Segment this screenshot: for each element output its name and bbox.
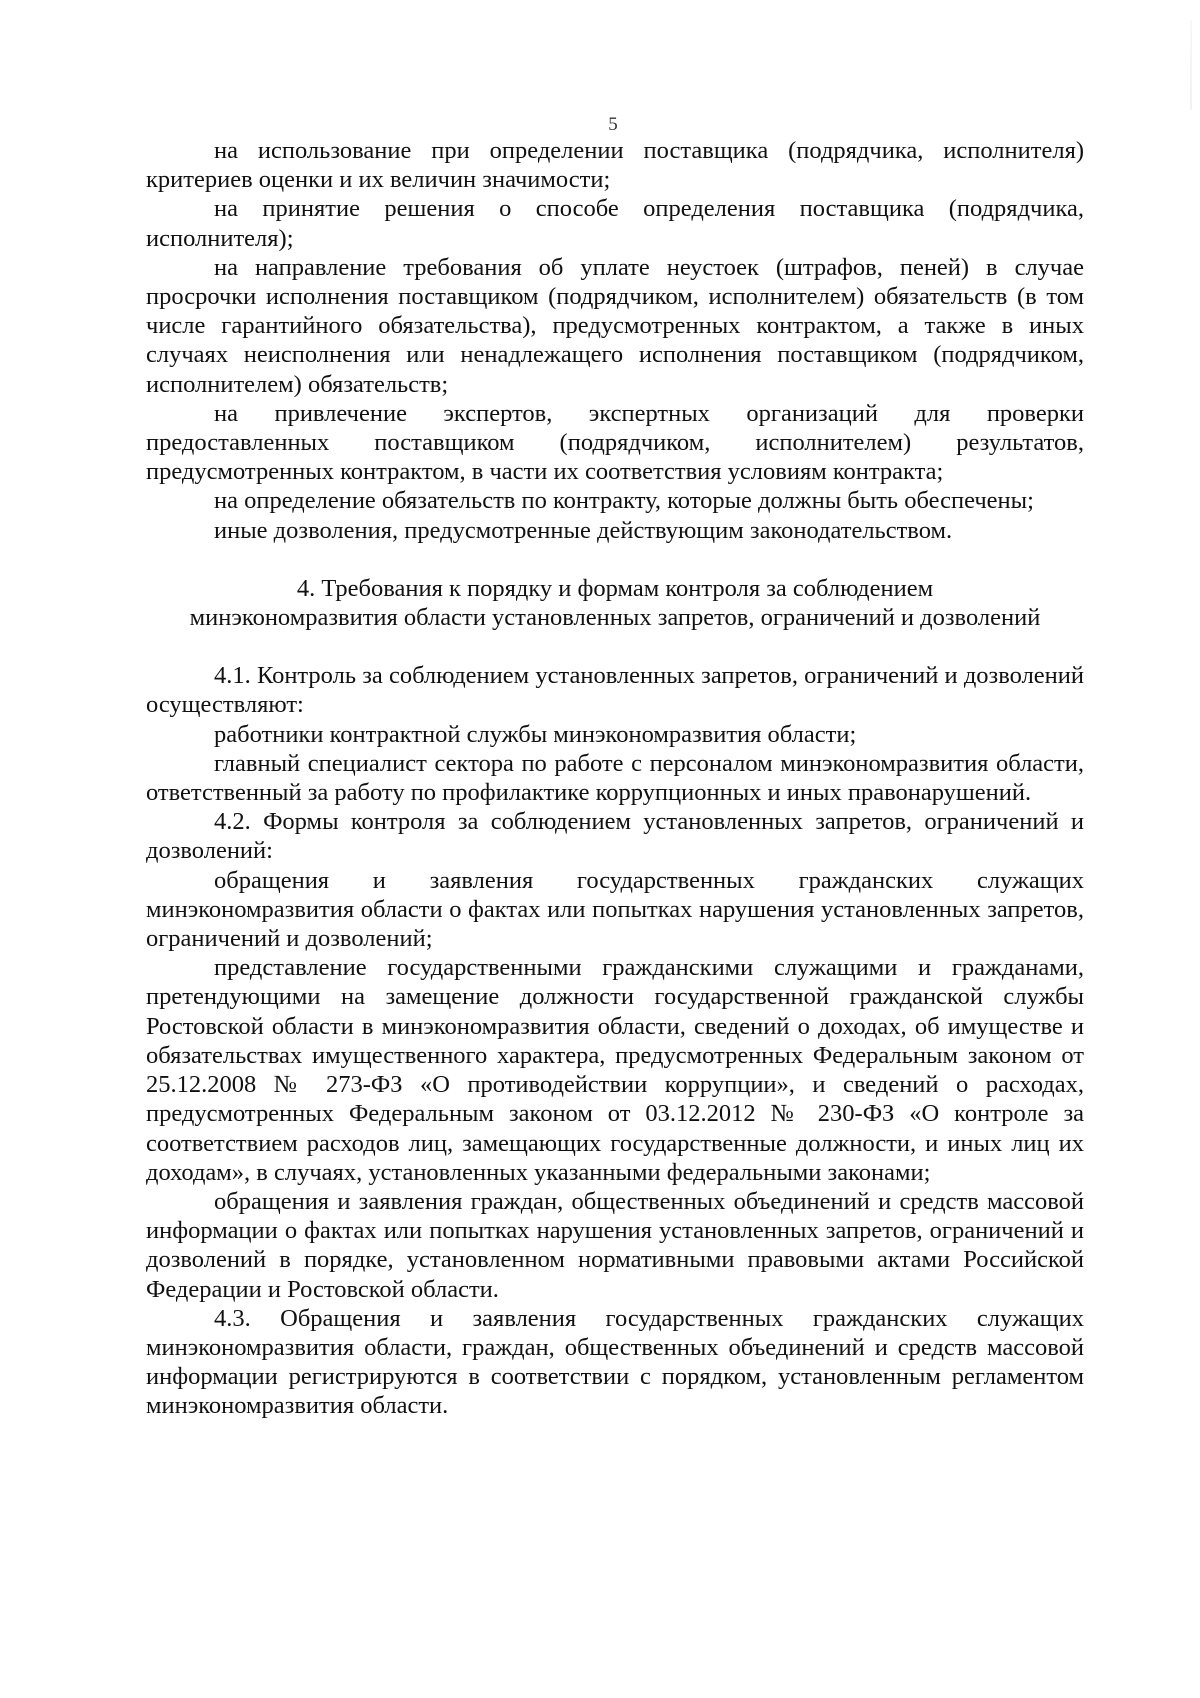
paragraph-citizen-appeals: обращения и заявления граждан, общественных объединений и средств массовой информации о фактах или попытках нарушения установленных запретов, ограничений и дозволений в порядке, установленном нормативными правовыми актами Российской Федерации и Ростовской области. bbox=[146, 1187, 1084, 1303]
section-title-line-1: 4. Требования к порядку и формам контроля за соблюдением bbox=[296, 574, 934, 602]
paragraph-4-2: 4.2. Формы контроля за соблюдением установленных запретов, ограничений и дозволений: bbox=[146, 808, 1084, 865]
scan-edge-mark bbox=[1190, 20, 1192, 110]
section-title bbox=[146, 574, 1084, 632]
paragraph-other-permissions: иные дозволения, предусмотренные действующим законодательством. bbox=[214, 516, 953, 544]
paragraph-4-3: 4.3. Обращения и заявления государственных гражданских служащих минэкономразвития области, граждан, общественных объединений и средств массовой информации регистрируются в соответствии с порядком, установленным регламентом минэкономразвития области. bbox=[146, 1304, 1084, 1420]
paragraph-experts: на привлечение экспертов, экспертных организаций для проверки предоставленных поставщиком (подрядчиком, исполнителем) результатов, предусмотренных контрактом, в части их соответствия условиям контракта; bbox=[146, 399, 1084, 486]
document-body bbox=[146, 136, 1084, 1421]
paragraph-employee-appeals: обращения и заявления государственных гражданских служащих минэкономразвития области о фактах или попытках нарушения установленных запретов, ограничений и дозволений; bbox=[146, 866, 1084, 953]
page-number: 5 bbox=[608, 114, 618, 135]
paragraph-obligations: на определение обязательств по контракту, которые должны быть обеспечены; bbox=[214, 487, 1034, 515]
paragraph-chief-specialist: главный специалист сектора по работе с персоналом минэкономразвития области, ответственный за работу по профилактике коррупционных и иных правонарушений. bbox=[146, 749, 1084, 807]
paragraph-4-1: 4.1. Контроль за соблюдением установленных запретов, ограничений и дозволений осуществляют: bbox=[146, 662, 1084, 719]
paragraph-method-decision: на принятие решения о способе определения поставщика (подрядчика, исполнителя); bbox=[146, 195, 1084, 252]
section-title-line-2: минэкономразвития области установленных запретов, ограничений и дозволений bbox=[189, 604, 1041, 632]
paragraph-contract-service: работники контрактной службы минэкономразвития области; bbox=[214, 720, 857, 748]
paragraph-penalty-demand: на направление требования об уплате неустоек (штрафов, пеней) в случае просрочки исполнения поставщиком (подрядчиком, исполнителем) обязательств (в том числе гарантийного обязательства), предусмотренных контрактом, а также в иных случаях неисполнения или ненадлежащего исполнения поставщиком (подрядчиком, исполнителем) обязательств; bbox=[146, 253, 1084, 398]
paragraph-income-declarations: представление государственными гражданскими служащими и гражданами, претендующими на замещение должности государственной гражданской службы Ростовской области в минэкономразвития области, сведений о доходах, об имуществе и обязательствах имущественного характера, предусмотренных Федеральным законом от 25.12.2008 № 273-ФЗ «О противодействии коррупции», и сведений о расходах, предусмотренных Федеральным законом от 03.12.2012 № 230-ФЗ «О контроле за соответствием расходов лиц, замещающих государственные должности, и иных лиц их доходам», в случаях, установленных указанными федеральными законами; bbox=[146, 954, 1084, 1186]
paragraph-criteria: на использование при определении поставщика (подрядчика, исполнителя) критериев оценки и их величин значимости; bbox=[146, 137, 1084, 194]
